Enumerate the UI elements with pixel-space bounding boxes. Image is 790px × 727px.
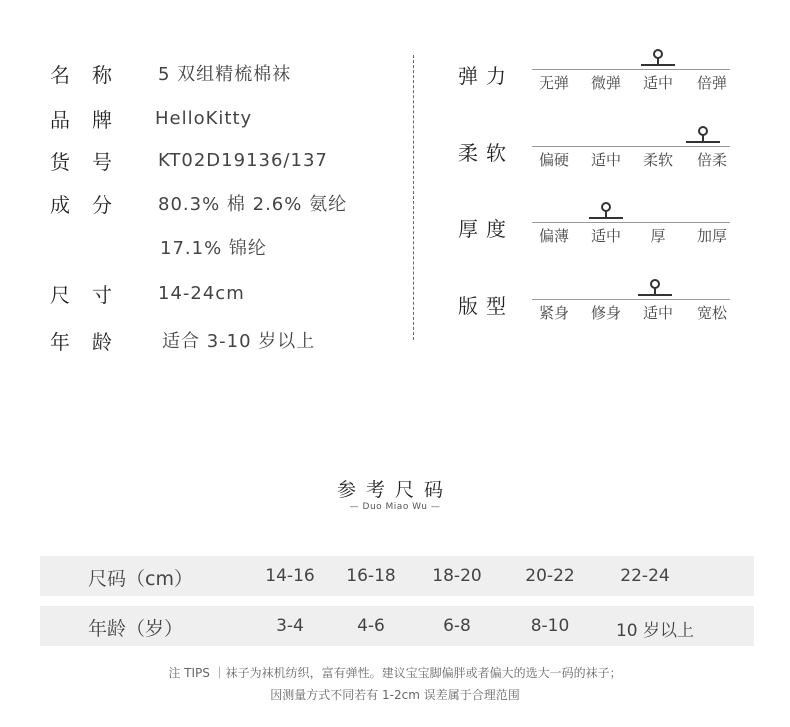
size-cell: 22-24 (620, 566, 670, 586)
scale-option: 修身 (590, 304, 621, 322)
size-cell: 16-18 (346, 566, 396, 586)
size-cell: 3-4 (276, 616, 304, 636)
tips-note-line2: 因测量方式不同若有 1-2cm 误差属于合理范围 (270, 688, 520, 702)
scale-fit (458, 290, 748, 330)
scale-option: 适中 (590, 227, 621, 245)
size-cell: 6-8 (443, 616, 471, 636)
spec-value: KT02D19136/137 (158, 149, 328, 171)
scale-option: 无弹 (538, 74, 569, 92)
size-cell: 8-10 (530, 616, 570, 636)
size-cell: 14-16 (265, 566, 315, 586)
scale-option: 适中 (642, 304, 673, 322)
size-cell: 10 岁以上 (615, 621, 695, 641)
location-pin-icon (686, 125, 720, 143)
dashed-divider (413, 55, 414, 340)
size-row-cm (40, 556, 754, 596)
scale-option: 厚 (650, 227, 666, 245)
location-pin-icon (638, 278, 672, 296)
scale-option: 适中 (590, 151, 621, 169)
scale-line (532, 146, 730, 147)
spec-value: HelloKitty (155, 107, 253, 129)
size-cell: 18-20 (432, 566, 482, 586)
scale-line (532, 222, 730, 223)
spec-value: 5 双组精梳棉袜 (158, 64, 292, 85)
spec-row-name (50, 58, 291, 88)
spec-row-sku (50, 145, 328, 175)
spec-label: 年龄 (50, 329, 134, 354)
scale-option: 柔软 (642, 151, 673, 169)
scale-label: 版型 (458, 294, 514, 318)
scale-label: 柔软 (458, 141, 514, 165)
tips-note-line1: 注 TIPS ｜袜子为袜机纺织，富有弹性。建议宝宝脚偏胖或者偏大的选大一码的袜子； (168, 666, 622, 680)
spec-row-size (50, 278, 245, 308)
scale-option: 紧身 (538, 304, 569, 322)
spec-row-age (50, 325, 315, 355)
spec-label: 成分 (50, 192, 134, 217)
spec-label: 品牌 (50, 107, 134, 132)
spec-value: 17.1% 锦纶 (160, 238, 267, 259)
scale-thickness (458, 213, 748, 253)
spec-row-material-extra (50, 232, 267, 262)
size-row-header: 年龄（岁） (88, 618, 184, 640)
spec-row-brand (50, 103, 252, 133)
spec-value: 适合 3-10 岁以上 (162, 331, 316, 352)
scale-option: 微弹 (590, 74, 621, 92)
scale-option: 倍弹 (696, 74, 727, 92)
size-cell: 4-6 (357, 616, 385, 636)
scale-option: 倍柔 (696, 151, 727, 169)
spec-value: 80.3% 棉 2.6% 氨纶 (158, 194, 348, 215)
spec-value: 14-24cm (158, 282, 245, 304)
scale-line (532, 299, 730, 300)
size-row-age (40, 606, 754, 646)
reference-title: 参考尺码 (336, 479, 453, 501)
spec-label: 货号 (50, 149, 134, 174)
size-row-header: 尺码（cm） (88, 568, 193, 590)
location-pin-icon (589, 201, 623, 219)
location-pin-icon (641, 48, 675, 66)
scale-option: 偏薄 (538, 227, 569, 245)
spec-label: 尺寸 (50, 282, 134, 307)
scale-softness (458, 137, 748, 177)
scale-option: 加厚 (696, 227, 727, 245)
spec-label: 名称 (50, 62, 134, 87)
scale-label: 弹力 (458, 64, 514, 88)
scale-elasticity (458, 60, 748, 100)
scale-option: 偏硬 (538, 151, 569, 169)
scale-option: 适中 (642, 74, 673, 92)
scale-line (532, 69, 730, 70)
size-cell: 20-22 (525, 566, 575, 586)
scale-label: 厚度 (458, 217, 514, 241)
reference-subtitle: — Duo Miao Wu — (349, 502, 441, 512)
scale-option: 宽松 (696, 304, 727, 322)
spec-row-material (50, 188, 347, 218)
